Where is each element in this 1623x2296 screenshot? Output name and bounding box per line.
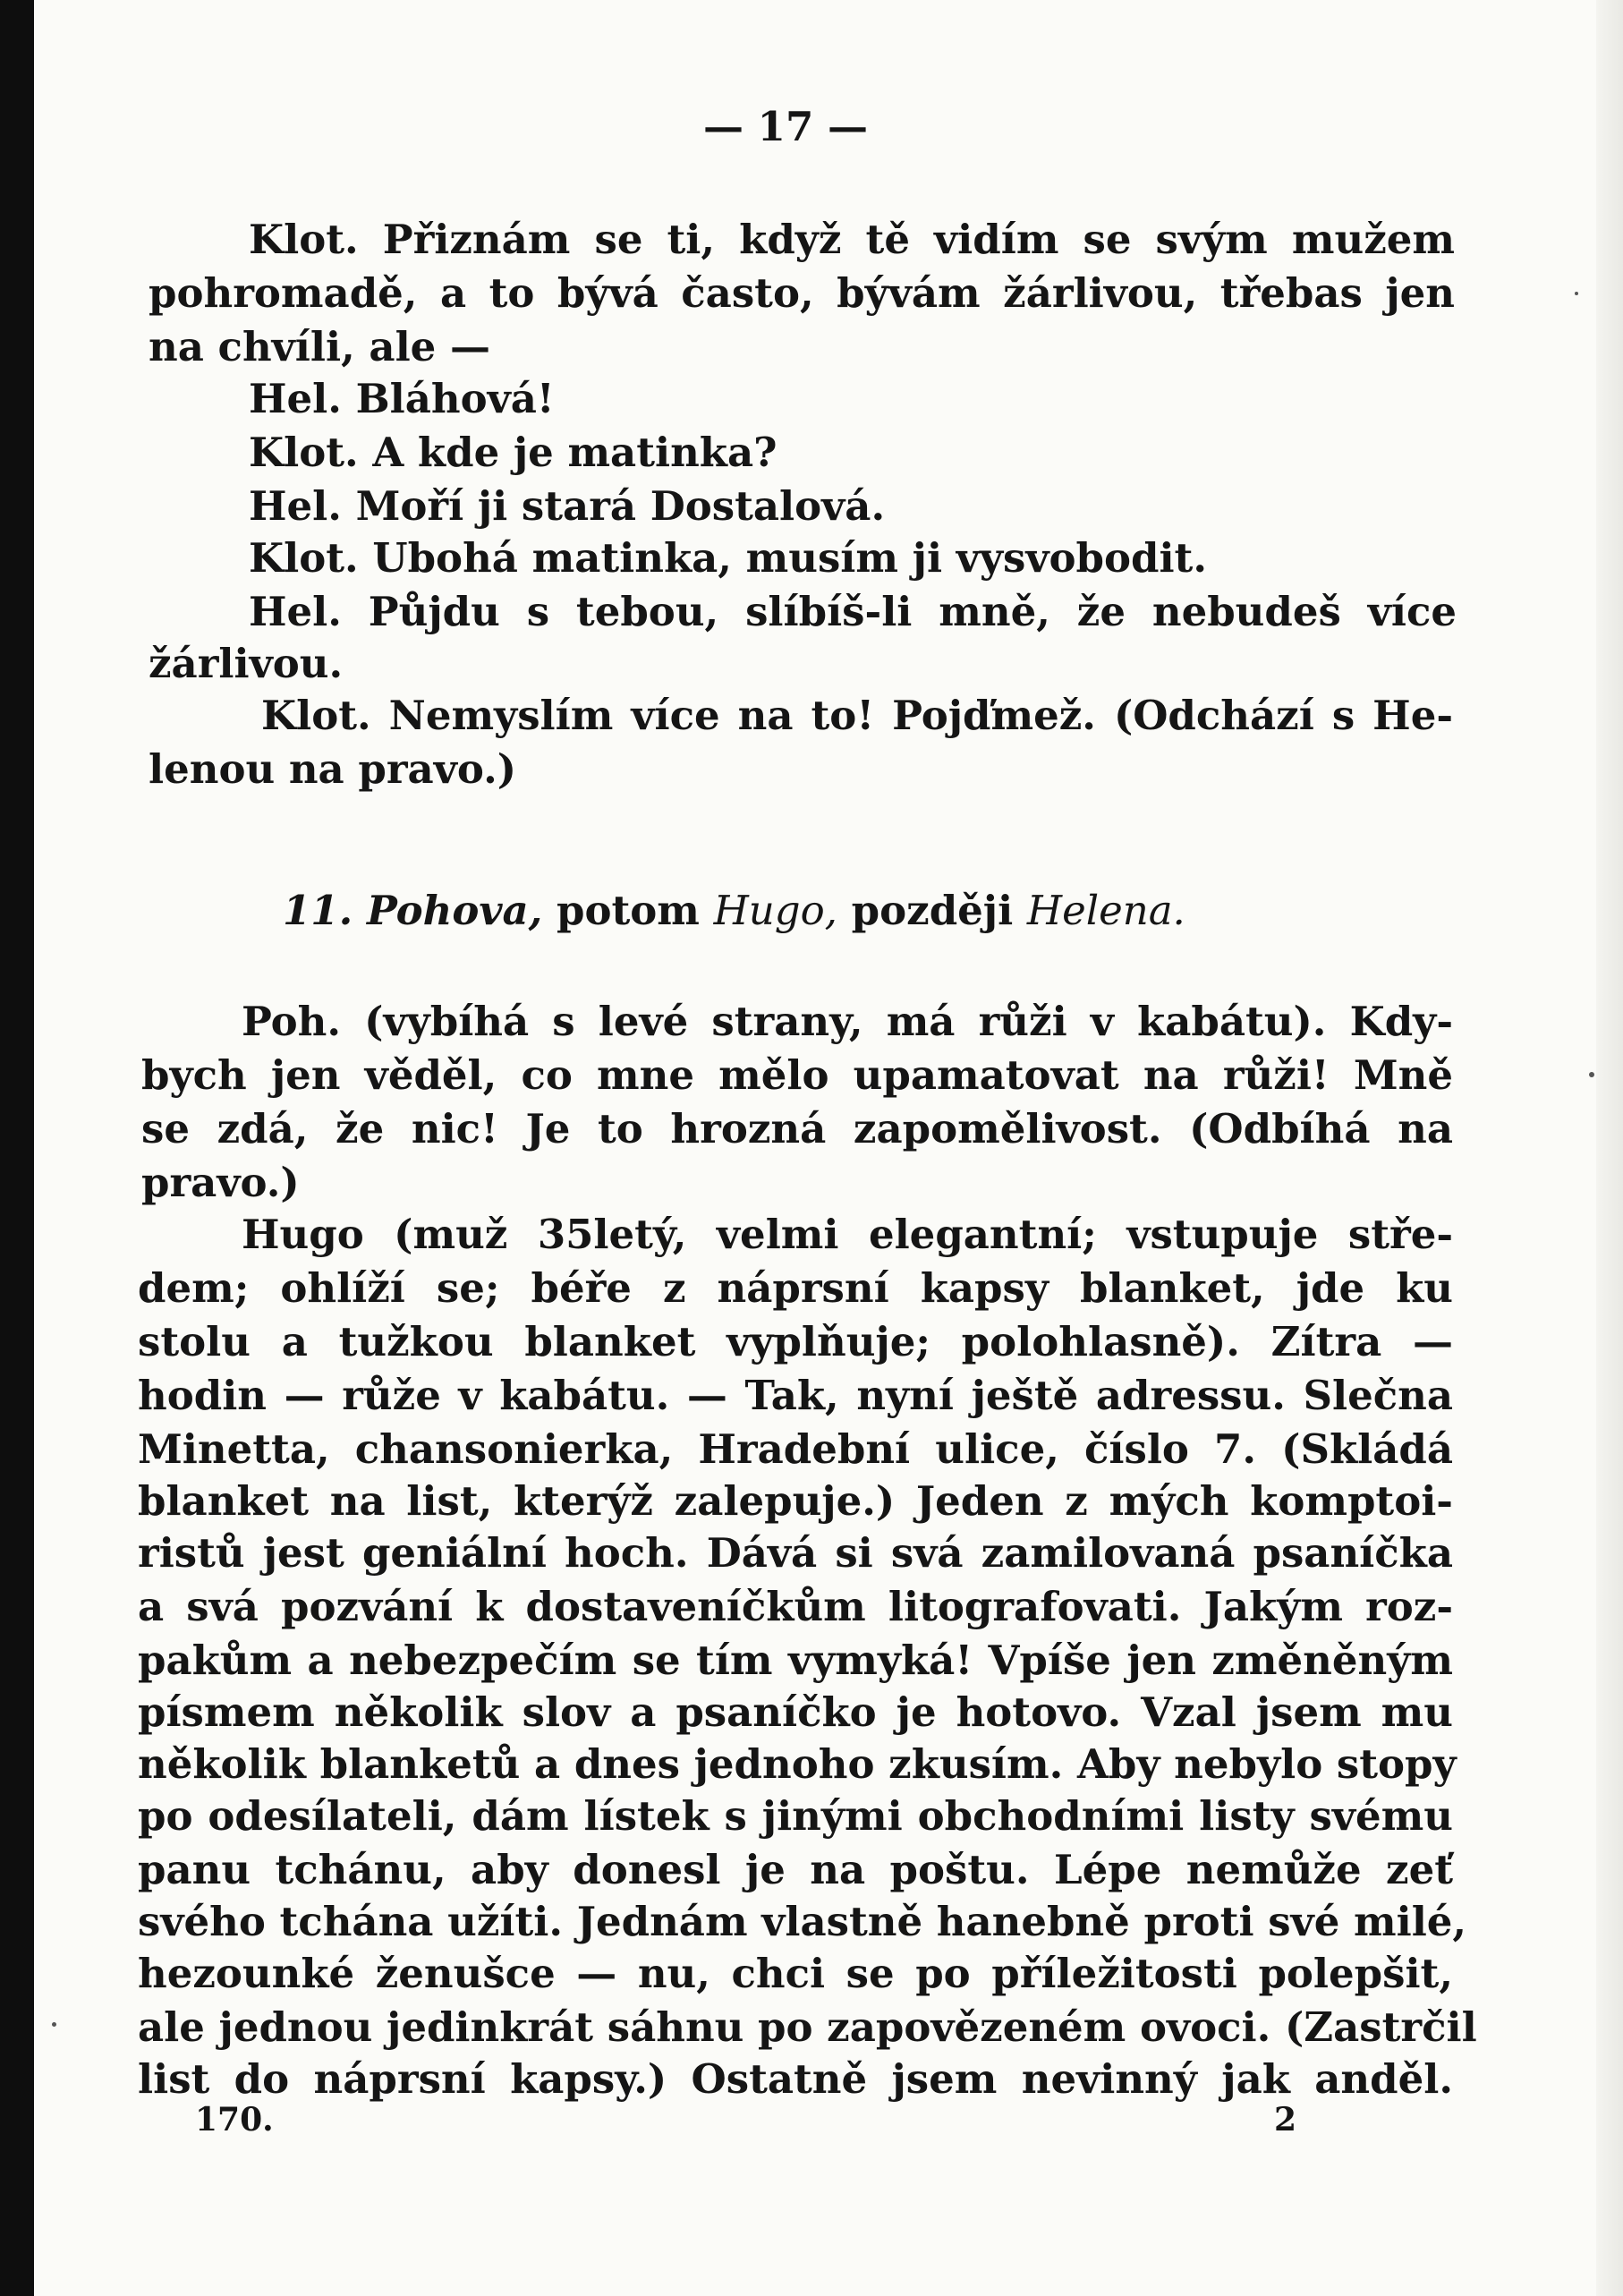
text-line-26: několik blanketů a dnes jednoho zkusím. Aby nebylo stopy (138, 1740, 1457, 1788)
text-line-5: Klot. A kde je matinka? (249, 429, 778, 476)
text-line-19: hodin — růže v kabátu. — Tak, nyní ještě adressu. Slečna (138, 1372, 1453, 1419)
sheet-number: 2 (1274, 2101, 1297, 2139)
text-line-23: a svá pozvání k dostaveníčkům litografovati. Jakým roz- (138, 1583, 1453, 1630)
text-line-17: dem; ohlíží se; béře z náprsní kapsy blanket, jde ku (138, 1264, 1453, 1312)
text-line-29: svého tchána užíti. Jednám vlastně hanebně proti své milé, (138, 1898, 1467, 1945)
text-line-10: Klot. Nemyslím více na to! Pojďmež. (Odchází s He- (261, 692, 1453, 739)
text-line-3: na chvíli, ale — (149, 323, 490, 370)
text-line-22: ristů jest geniální hoch. Dává si svá zamilovaná psaníčka (138, 1529, 1453, 1577)
text-line-4: Hel. Bláhová! (249, 375, 555, 422)
text-line-21: blanket na list, kterýž zalepuje.) Jeden z mých komptoi- (138, 1477, 1453, 1525)
text-line-30: hezounké ženušce — nu, chci se po příležitosti polepšit, (138, 1950, 1453, 1997)
page-number-header: — 17 — (703, 103, 868, 150)
text-line-15: pravo.) (141, 1159, 300, 1206)
scene-word-potom: potom (542, 887, 714, 934)
text-line-31: ale jednou jedinkrát sáhnu po zapovězeném ovoci. (Zastrčil (138, 2003, 1477, 2051)
text-line-1: Klot. Přiznám se ti, když tě vidím se svým mužem (249, 216, 1455, 263)
text-line-7: Klot. Ubohá matinka, musím ji vysvobodit. (249, 534, 1208, 582)
scan-speck (52, 2022, 56, 2027)
text-line-28: panu tchánu, aby donesl je na poštu. Lépe nemůže zeť (138, 1846, 1453, 1893)
printer-signature: 170. (195, 2101, 274, 2139)
text-line-2: pohromadě, a to bývá často, bývám žárlivou, třebas jen (149, 269, 1455, 317)
text-line-25: písmem několik slov a psaníčko je hotovo. Vzal jsem mu (138, 1688, 1453, 1736)
book-page (34, 0, 1623, 2296)
scene-heading (283, 884, 1623, 938)
scene-number: 11. (283, 887, 353, 934)
scene-name-pohova: Pohova, (366, 887, 543, 934)
text-line-12: Poh. (vybíhá s levé strany, má růži v kabátu). Kdy- (242, 998, 1453, 1045)
text-line-9: žárlivou. (149, 640, 344, 687)
text-line-18: stolu a tužkou blanket vyplňuje; polohlasně). Zítra — (138, 1318, 1453, 1365)
text-line-20: Minetta, chansonierka, Hradební ulice, číslo 7. (Skládá (138, 1425, 1453, 1473)
text-line-11: lenou na pravo.) (149, 745, 517, 793)
scene-word-pozdeji: později (837, 887, 1027, 934)
text-line-27: po odesílateli, dám lístek s jinými obchodními listy svému (138, 1792, 1453, 1840)
text-line-6: Hel. Moří ji stará Dostalová. (249, 482, 886, 530)
scene-name-helena: Helena. (1026, 887, 1185, 934)
scan-speck (1589, 1072, 1594, 1077)
scene-name-hugo: Hugo, (713, 887, 837, 934)
text-line-32: list do náprsní kapsy.) Ostatně jsem nevinný jak anděl. (138, 2055, 1453, 2103)
scan-speck (1575, 292, 1578, 295)
text-line-16: Hugo (muž 35letý, velmi elegantní; vstupuje stře- (242, 1211, 1453, 1258)
text-line-24: pakům a nebezpečím se tím vymyká! Vpíše jen změněným (138, 1637, 1453, 1684)
text-line-13: bych jen věděl, co mne mělo upamatovat na růži! Mně (141, 1051, 1453, 1099)
page-edge-shadow (1596, 0, 1623, 2296)
text-line-8: Hel. Půjdu s tebou, slíbíš-li mně, že nebudeš více (249, 588, 1457, 635)
text-line-14: se zdá, že nic! Je to hrozná zapomělivost. (Odbíhá na (141, 1105, 1453, 1152)
